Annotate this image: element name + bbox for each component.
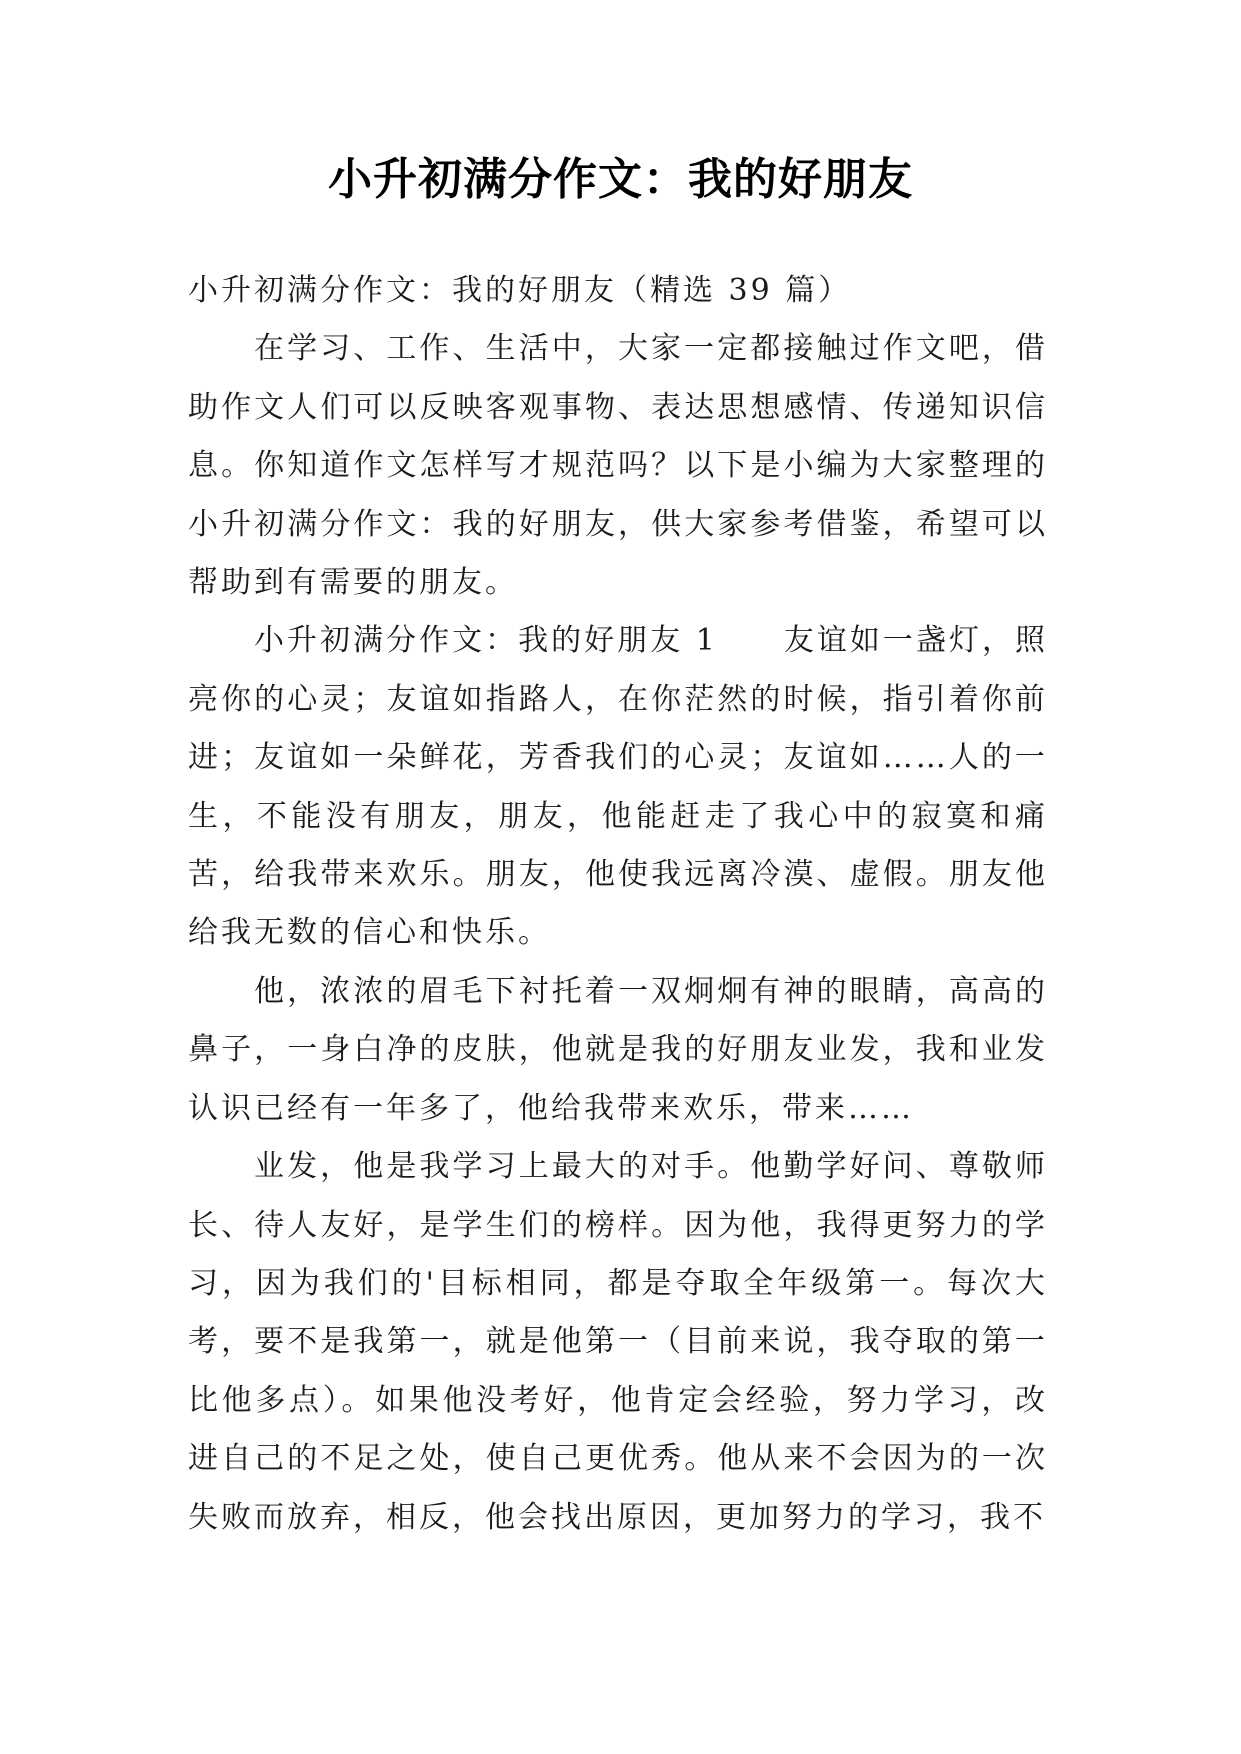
paragraph-intro: 在学习、工作、生活中，大家一定都接触过作文吧，借助作文人们可以反映客观事物、表达思想感情、传递知识信息。你知道作文怎样写才规范吗？以下是小编为大家整理的小升初满分作文：我的好朋友，供大家参考借鉴，希望可以帮助到有需要的朋友。 (188, 331, 1048, 601)
paragraph-essay-1-opening: 小升初满分作文：我的好朋友 1 友谊如一盏灯，照亮你的心灵；友谊如指路人，在你茫然的时候，指引着你前进；友谊如一朵鲜花，芳香我们的心灵；友谊如……人的一生，不能没有朋友，朋友，他能赶走了我心中的寂寞和痛苦，给我带来欢乐。朋友，他使我远离冷漠、虚假。朋友他给我无数的信心和快乐。 (188, 623, 1048, 951)
document-title: 小升初满分作文：我的好朋友 (328, 154, 913, 205)
paragraph-friend-description: 他，浓浓的眉毛下衬托着一双炯炯有神的眼睛，高高的鼻子，一身白净的皮肤，他就是我的好朋友业发，我和业发认识已经有一年多了，他给我带来欢乐，带来…… (188, 973, 1048, 1126)
document-body (188, 262, 1048, 1547)
document-subtitle: 小升初满分作文：我的好朋友（精选 39 篇） (188, 273, 852, 308)
paragraph-friend-rival: 业发，他是我学习上最大的对手。他勤学好问、尊敬师长、待人友好，是学生们的榜样。因为他，我得更努力的学习，因为我们的'目标相同，都是夺取全年级第一。每次大考，要不是我第一，就是他第一（目前来说，我夺取的第一比他多点）。如果他没考好，他肯定会经验，努力学习，改进自己的不足之处，使自己更优秀。他从来不会因为的一次失败而放弃，相反，他会找出原因，更加努力的学习，我不 (188, 1149, 1048, 1535)
